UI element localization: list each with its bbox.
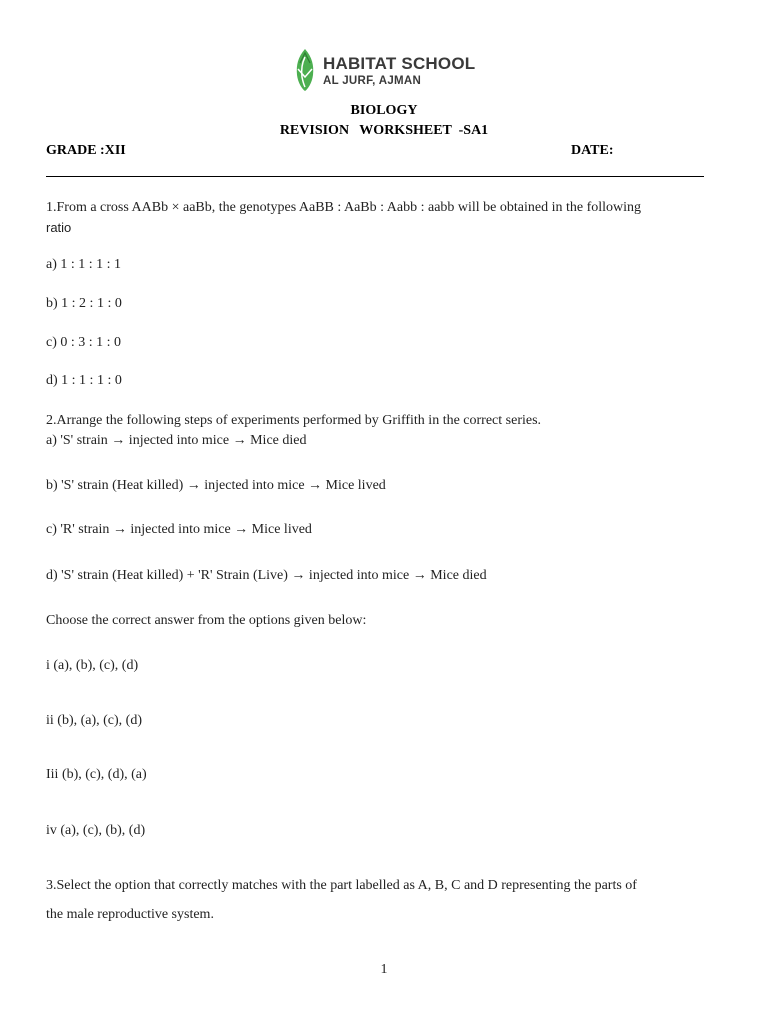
q2-answer-iv: iv (a), (c), (b), (d) xyxy=(46,823,146,838)
q2-text: 2.Arrange the following steps of experiments performed by Griffith in the correct series. xyxy=(46,413,542,428)
q2-answer-ii: ii (b), (a), (c), (d) xyxy=(46,713,143,728)
q1-option-c: c) 0 : 3 : 1 : 0 xyxy=(46,335,122,350)
q2-answer-i: i (a), (b), (c), (d) xyxy=(46,658,139,673)
q2-step-c: c) 'R' strain → injected into mice → Mice lived xyxy=(46,522,312,537)
leaf-bud-logo-icon xyxy=(292,47,318,93)
q2-answer-iii: Iii (b), (c), (d), (a) xyxy=(46,767,147,782)
subject-title: BIOLOGY xyxy=(350,103,418,118)
q1-option-b: b) 1 : 2 : 1 : 0 xyxy=(46,296,122,311)
school-location: AL JURF, AJMAN xyxy=(323,75,422,87)
q3-text-line1: 3.Select the option that correctly matches with the part labelled as A, B, C and D representing the parts of xyxy=(46,878,637,893)
school-name: HABITAT SCHOOL xyxy=(323,54,476,73)
q1-text-line1: 1.From a cross AABb × aaBb, the genotypes AaBB : AaBb : Aabb : aabb will be obtained in the following xyxy=(46,200,642,215)
q2-step-d: d) 'S' strain (Heat killed) + 'R' Strain (Live) → injected into mice → Mice died xyxy=(46,568,487,583)
q1-text-line2: ratio xyxy=(46,220,72,235)
header-divider xyxy=(46,176,704,177)
q3-text-line2: the male reproductive system. xyxy=(46,907,214,922)
q1-option-a: a) 1 : 1 : 1 : 1 xyxy=(46,257,122,272)
date-label: DATE: xyxy=(571,143,614,158)
q2-step-a: a) 'S' strain → injected into mice → Mice died xyxy=(46,433,307,448)
school-logo xyxy=(290,47,476,95)
q2-step-b: b) 'S' strain (Heat killed) → injected into mice → Mice lived xyxy=(46,478,386,493)
q2-choose-text: Choose the correct answer from the options given below: xyxy=(46,613,367,628)
q1-option-d: d) 1 : 1 : 1 : 0 xyxy=(46,373,122,388)
grade-label: GRADE :XII xyxy=(46,143,126,158)
worksheet-title: REVISION WORKSHEET -SA1 xyxy=(279,123,489,138)
page-number: 1 xyxy=(380,962,388,977)
